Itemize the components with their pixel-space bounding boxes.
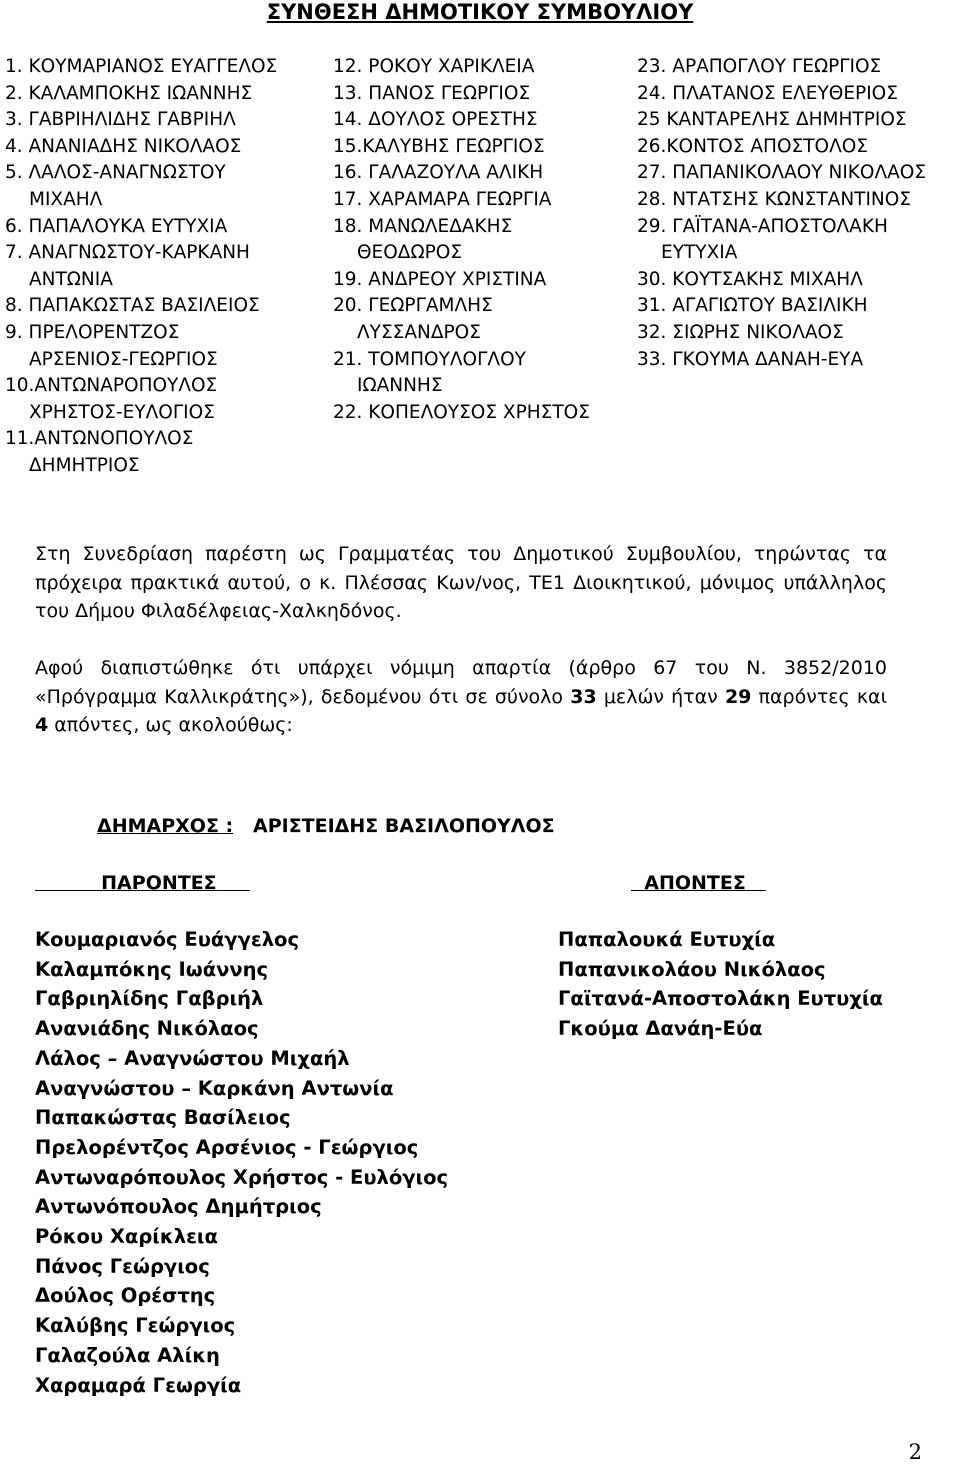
member-entry: 3. ΓΑΒΡΙΗΛΙΔΗΣ ΓΑΒΡΙΗΛ bbox=[5, 109, 236, 131]
mayor-label: ΔΗΜΑΡΧΟΣ : bbox=[97, 815, 234, 837]
list-item: Πάνος Γεώργιος bbox=[35, 1254, 210, 1278]
member-entry: 7. ΑΝΑΓΝΩΣΤΟΥ-ΚΑΡΚΑΝΗ bbox=[5, 242, 250, 264]
member-entry: 10.ΑΝΤΩΝΑΡΟΠΟΥΛΟΣ bbox=[5, 375, 218, 397]
member-entry: 25 ΚΑΝΤΑΡΕΛΗΣ ΔΗΜΗΤΡΙΟΣ bbox=[637, 109, 907, 131]
member-entry: 28. ΝΤΑΤΣΗΣ ΚΩΝΣΤΑΝΤΙΝΟΣ bbox=[637, 188, 912, 210]
absent-header bbox=[631, 872, 766, 894]
mayor-line bbox=[97, 815, 555, 837]
member-entry: 14. ΔΟΥΛΟΣ ΟΡΕΣΤΗΣ bbox=[333, 109, 538, 131]
member-entry: 1. ΚΟΥΜΑΡΙΑΝΟΣ ΕΥΑΓΓΕΛΟΣ bbox=[5, 56, 278, 77]
members-column-1 bbox=[5, 54, 277, 480]
list-item: Αναγνώστου – Καρκάνη Αντωνία bbox=[35, 1076, 394, 1100]
list-item: Καλύβης Γεώργιος bbox=[35, 1314, 236, 1338]
member-entry-continued: ΜΙΧΑΗΛ bbox=[29, 188, 103, 210]
member-entry: 15.ΚΑΛΥΒΗΣ ΓΕΩΡΓΙΟΣ bbox=[333, 135, 545, 157]
list-item: Ρόκου Χαρίκλεια bbox=[35, 1225, 218, 1249]
present-header-label: ΠΑΡΟΝΤΕΣ bbox=[101, 872, 217, 894]
page-number: 2 bbox=[908, 1440, 922, 1464]
member-entry: 27. ΠΑΠΑΝΙΚΟΛΑΟΥ ΝΙΚΟΛΑΟΣ bbox=[637, 162, 927, 184]
list-item: Γαβριηλίδης Γαβριήλ bbox=[35, 987, 264, 1011]
list-item: Αντωνόπουλος Δημήτριος bbox=[35, 1195, 322, 1219]
members-column-3 bbox=[637, 54, 926, 373]
present-list bbox=[35, 925, 448, 1400]
list-item: Κουμαριανός Ευάγγελος bbox=[35, 928, 300, 951]
member-entry: 23. ΑΡΑΠΟΓΛΟΥ ΓΕΩΡΓΙΟΣ bbox=[637, 56, 882, 77]
quorum-text: Αφού διαπιστώθηκε ότι υπάρχει νόμιμη απαρτία (άρθρο 67 του Ν. 3852/2010 «Πρόγραμμα Καλλικράτης»), δεδομένου ότι σε σύνολο bbox=[35, 657, 887, 708]
absent-list bbox=[558, 925, 883, 1044]
member-entry: 31. ΑΓΑΓΙΩΤΟΥ ΒΑΣΙΛΙΚΗ bbox=[637, 295, 868, 317]
list-item: Παπαλουκά Ευτυχία bbox=[558, 928, 776, 951]
present-header bbox=[35, 872, 250, 894]
member-entry: 20. ΓΕΩΡΓΑΜΛΗΣ bbox=[333, 295, 493, 317]
list-item: Γαλαζούλα Αλίκη bbox=[35, 1343, 220, 1367]
member-entry: 12. ΡΟΚΟΥ ΧΑΡΙΚΛΕΙΑ bbox=[333, 56, 535, 77]
member-entry: 9. ΠΡΕΛΟΡΕΝΤΖΟΣ bbox=[5, 321, 180, 343]
list-item: Πρελορέντζος Αρσένιος - Γεώργιος bbox=[35, 1135, 419, 1159]
list-item: Χαραμαρά Γεωργία bbox=[35, 1373, 242, 1397]
mayor-name: ΑΡΙΣΤΕΙΔΗΣ ΒΑΣΙΛΟΠΟΥΛΟΣ bbox=[253, 815, 555, 837]
member-entry-continued: ΘΕΟΔΩΡΟΣ bbox=[357, 242, 463, 264]
list-item: Παπανικολάου Νικόλαος bbox=[558, 957, 826, 981]
list-item: Καλαμπόκης Ιωάννης bbox=[35, 957, 269, 981]
member-entry: 11.ΑΝΤΩΝΟΠΟΥΛΟΣ bbox=[5, 428, 194, 450]
member-entry-continued: ΙΩΑΝΝΗΣ bbox=[357, 375, 443, 397]
secretary-paragraph: Στη Συνεδρίαση παρέστη ως Γραμματέας του Δημοτικού Συμβουλίου, τηρώντας τα πρόχειρα πρακτικά αυτού, ο κ. Πλέσσας Κων/νος, ΤΕ1 Διοικητικού, μόνιμος υπάλληλος του Δήμου Φιλαδέλφειας-Χαλκηδόνος. bbox=[35, 543, 887, 622]
member-entry: 6. ΠΑΠΑΛΟΥΚΑ ΕΥΤΥΧΙΑ bbox=[5, 215, 228, 237]
member-entry: 8. ΠΑΠΑΚΩΣΤΑΣ ΒΑΣΙΛΕΙΟΣ bbox=[5, 295, 260, 317]
list-item: Παπακώστας Βασίλειος bbox=[35, 1106, 291, 1130]
member-entry-continued: ΛΥΣΣΑΝΔΡΟΣ bbox=[357, 321, 481, 343]
member-entry: 22. ΚΟΠΕΛΟΥΣΟΣ ΧΡΗΣΤΟΣ bbox=[333, 401, 590, 423]
member-entry: 24. ΠΛΑΤΑΝΟΣ ΕΛΕΥΘΕΡΙΟΣ bbox=[637, 82, 898, 104]
present-count: 29 bbox=[724, 685, 752, 708]
member-entry-continued: ΑΡΣΕΝΙΟΣ-ΓΕΩΡΓΙΟΣ bbox=[29, 348, 218, 370]
quorum-text: απόντες, ως ακολούθως: bbox=[48, 714, 293, 736]
list-item: Αντωναρόπουλος Χρήστος - Ευλόγιος bbox=[35, 1165, 449, 1189]
member-entry: 21. ΤΟΜΠΟΥΛΟΓΛΟΥ bbox=[333, 348, 526, 370]
member-entry: 30. ΚΟΥΤΣΑΚΗΣ ΜΙΧΑΗΛ bbox=[637, 268, 863, 290]
members-column-2 bbox=[333, 54, 590, 426]
member-entry: 5. ΛΑΛΟΣ-ΑΝΑΓΝΩΣΤΟΥ bbox=[5, 162, 226, 184]
list-item: Λάλος – Αναγνώστου Μιχαήλ bbox=[35, 1046, 350, 1070]
member-entry: 4. ΑΝΑΝΙΑΔΗΣ ΝΙΚΟΛΑΟΣ bbox=[5, 135, 242, 157]
quorum-text: μελών ήταν bbox=[596, 685, 725, 708]
member-entry: 26.ΚΟΝΤΟΣ ΑΠΟΣΤΟΛΟΣ bbox=[637, 135, 868, 157]
member-entry: 2. ΚΑΛΑΜΠΟΚΗΣ ΙΩΑΝΝΗΣ bbox=[5, 82, 253, 104]
quorum-text: παρόντες και bbox=[751, 685, 888, 708]
member-entry: 32. ΣΙΩΡΗΣ ΝΙΚΟΛΑΟΣ bbox=[637, 321, 844, 343]
absent-header-label: ΑΠΟΝΤΕΣ bbox=[644, 872, 746, 894]
total-members: 33 bbox=[570, 685, 597, 708]
list-item: Γκούμα Δανάη-Εύα bbox=[558, 1017, 763, 1041]
list-item: Γαϊτανά-Αποστολάκη Ευτυχία bbox=[558, 987, 883, 1011]
member-entry-continued: ΑΝΤΩΝΙΑ bbox=[29, 268, 113, 290]
member-entry: 17. ΧΑΡΑΜΑΡΑ ΓΕΩΡΓΙΑ bbox=[333, 188, 552, 210]
member-entry-continued: ΔΗΜΗΤΡΙΟΣ bbox=[29, 454, 140, 476]
member-entry: 33. ΓΚΟΥΜΑ ΔΑΝΑΗ-ΕΥΑ bbox=[637, 348, 864, 370]
member-entry-continued: ΕΥΤΥΧΙΑ bbox=[661, 242, 738, 264]
member-entry: 29. ΓΑΪΤΑΝΑ-ΑΠΟΣΤΟΛΑΚΗ bbox=[637, 215, 888, 237]
list-item: Ανανιάδης Νικόλαος bbox=[35, 1017, 259, 1041]
member-entry: 16. ΓΑΛΑΖΟΥΛΑ ΑΛΙΚΗ bbox=[333, 162, 544, 184]
absent-count: 4 bbox=[35, 714, 49, 736]
page-title: ΣΥΝΘΕΣΗ ΔΗΜΟΤΙΚΟΥ ΣΥΜΒΟΥΛΙΟΥ bbox=[266, 0, 694, 24]
member-entry: 18. ΜΑΝΩΛΕΔΑΚΗΣ bbox=[333, 215, 513, 237]
quorum-paragraph bbox=[35, 654, 887, 740]
member-entry: 19. ΑΝΔΡΕΟΥ ΧΡΙΣΤΙΝΑ bbox=[333, 268, 547, 290]
list-item: Δούλος Ορέστης bbox=[35, 1284, 216, 1308]
member-entry: 13. ΠΑΝΟΣ ΓΕΩΡΓΙΟΣ bbox=[333, 82, 531, 104]
member-entry-continued: ΧΡΗΣΤΟΣ-ΕΥΛΟΓΙΟΣ bbox=[29, 401, 215, 423]
